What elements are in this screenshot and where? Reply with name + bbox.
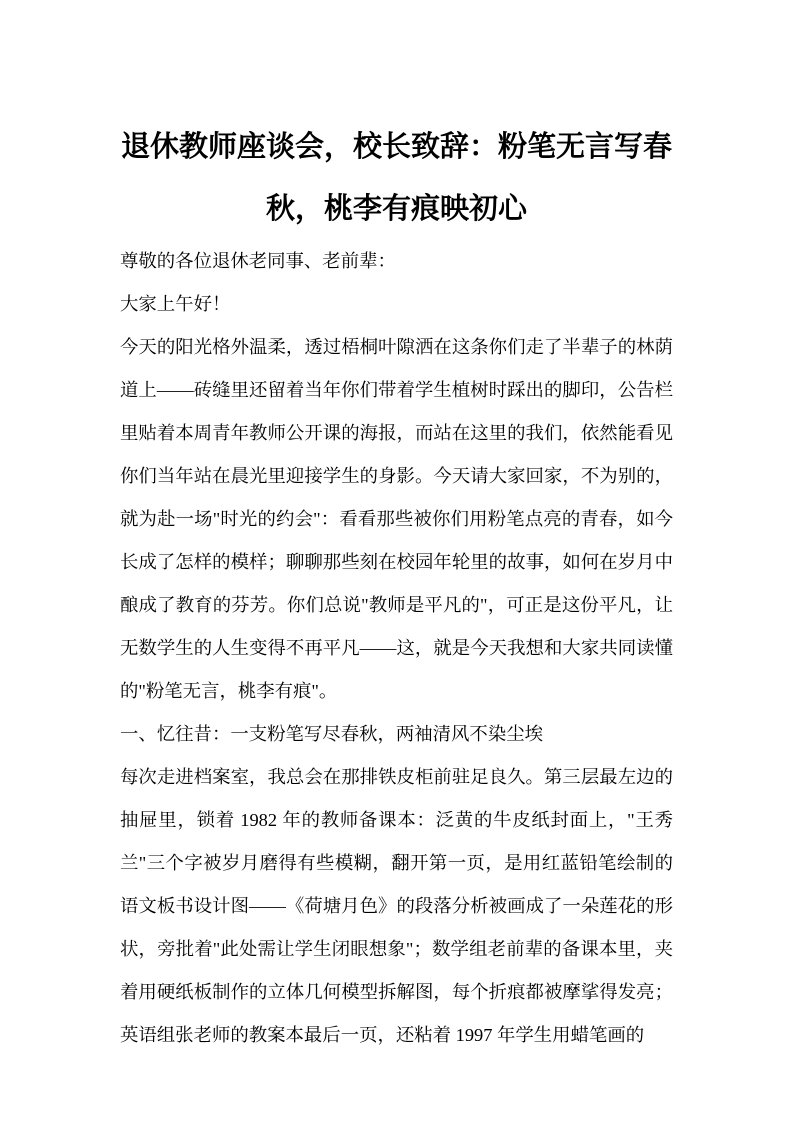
document-title: 退休教师座谈会，校长致辞：粉笔无言写春秋，桃李有痕映初心 xyxy=(120,131,672,225)
paragraph-body-1: 今天的阳光格外温柔，透过梧桐叶隙洒在这条你们走了半辈子的林荫道上——砖缝里还留着当年你们带着学生植树时踩出的脚印，公告栏里贴着本周青年教师公开课的海报，而站在这里的我们，依然能看见你们当年站在晨光里迎接学生的身影。今天请大家回家，不为别的，就为赴一场"时光的约会"：看看那些被你们用粉笔点亮的青春，如今长成了怎样的模样；聊聊那些刻在校园年轮里的故事，如何在岁月中酿成了教育的芬芳。你们总说"教师是平凡的"，可正是这份平凡，让无数学生的人生变得不再平凡——这，就是今天我想和大家共同读懂的"粉笔无言，桃李有痕"。 xyxy=(120,337,673,701)
paragraph-greeting: 大家上午好！ xyxy=(120,294,231,314)
paragraph-salutation: 尊敬的各位退休老同事、老前辈： xyxy=(120,251,396,271)
section-heading-1: 一、忆往昔：一支粉笔写尽春秋，两袖清风不染尘埃 xyxy=(120,724,543,744)
paragraph-body-2: 每次走进档案室，我总会在那排铁皮柜前驻足良久。第三层最左边的抽屉里，锁着 1982 年的教师备课本：泛黄的牛皮纸封面上，"王秀兰"三个字被岁月磨得有些模糊，翻开第一页，是用红蓝铅笔绘制的语文板书设计图——《荷塘月色》的段落分析被画成了一朵莲花的形状，旁批着"此处需让学生闭眼想象"；数学组老前辈的备课本里，夹着用硬纸板制作的立体几何模型拆解图，每个折痕都被摩挲得发亮；英语组张老师的教案本最后一页，还粘着 1997 年学生用蜡笔画的 xyxy=(120,767,673,1045)
